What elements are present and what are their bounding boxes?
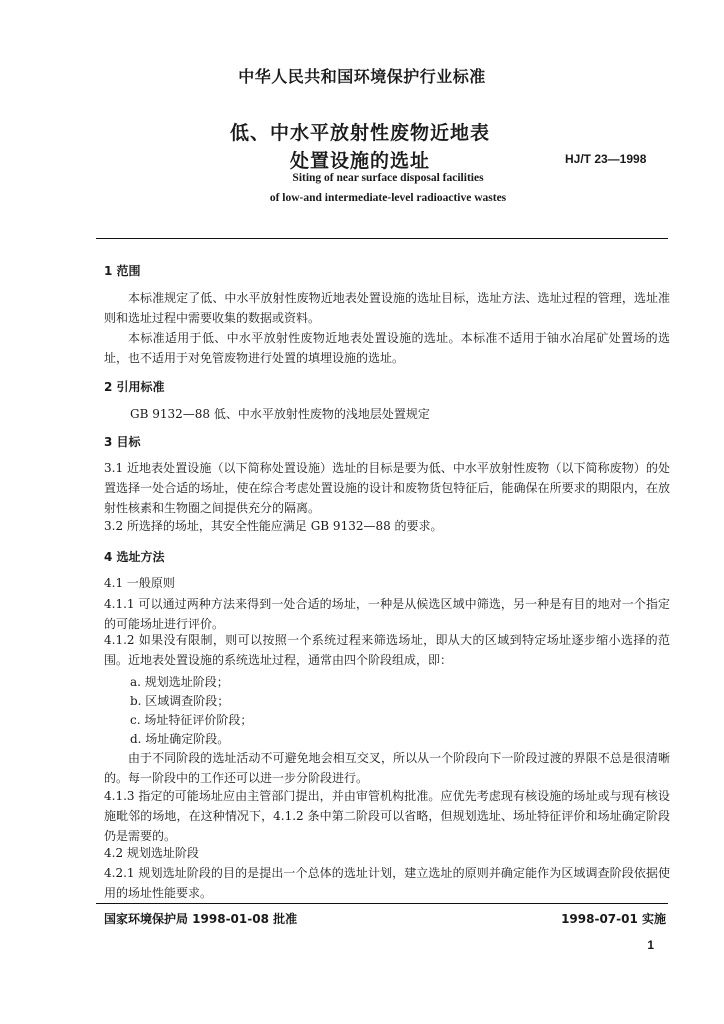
clause-3-2: 3.2 所选择的场址，其安全性能应满足 GB 9132—88 的要求。 <box>104 519 443 533</box>
header-divider <box>96 238 668 239</box>
section-2-heading: 2 引用标准 <box>104 380 165 394</box>
footer-divider <box>96 903 668 904</box>
clause-4-2-1: 4.2.1 规划选址阶段的目的是提出一个总体的选址计划，建立选址的原则并确定能作为区域调查阶段依据使用的场址性能要求。 <box>104 866 670 900</box>
standard-code: HJ/T 23—1998 <box>565 152 647 166</box>
english-title-line-2: of low-and intermediate-level radioactive wastes <box>269 192 507 204</box>
clause-3-1: 3.1 近地表处置设施（以下简称处置设施）选址的目标是要为低、中水平放射性废物（以下简称废物）的处置选择一处合适的场址，使在综合考虑处置设施的设计和废物货包特征后，能确保在所要求的期限内，在放射性核素和生物圈之间提供充分的隔离。 <box>104 461 670 515</box>
approval-info: 国家环境保护局 1998-01-08 批准 <box>104 912 298 926</box>
list-item: c. 场址特征评价阶段； <box>130 713 253 727</box>
implementation-date: 1998-07-01 实施 <box>561 912 666 926</box>
referenced-standard: GB 9132—88 低、中水平放射性废物的浅地层处置规定 <box>130 407 430 421</box>
clause-4-2: 4.2 规划选址阶段 <box>104 846 199 860</box>
english-title-line-1: Siting of near surface disposal facilities <box>292 172 484 184</box>
section-1-heading: 1 范围 <box>104 264 141 278</box>
section-1-paragraph-2: 本标准适用于低、中水平放射性废物近地表处置设施的选址。本标准不适用于铀水冶尾矿处置场的选址，也不适用于对免管废物进行处置的填埋设施的选址。 <box>104 331 670 365</box>
page-number: 1 <box>647 938 654 952</box>
section-4-heading: 4 选址方法 <box>104 550 165 564</box>
series-title: 中华人民共和国环境保护行业标准 <box>238 67 486 86</box>
section-3-heading: 3 目标 <box>104 435 141 449</box>
list-item: d. 场址确定阶段。 <box>130 732 230 746</box>
list-item: b. 区域调查阶段； <box>130 694 230 708</box>
clause-4-1-1: 4.1.1 可以通过两种方法来得到一处合适的场址，一种是从候选区域中筛选，另一种是有目的地对一个指定的可能场址进行评价。 <box>104 597 670 631</box>
clause-4-1: 4.1 一般原则 <box>104 576 175 590</box>
list-item: a. 规划选址阶段； <box>130 675 229 689</box>
clause-4-1-3: 4.1.3 指定的可能场址应由主管部门提出，并由审管机构批准。应优先考虑现有核设施的场址或与现有核设施毗邻的场地，在这种情况下，4.1.2 条中第二阶段可以省略，但规划选址、场址特征评价和场址确定阶段仍是需要的。 <box>104 789 670 843</box>
title-line-1: 低、中水平放射性废物近地表 <box>229 122 490 144</box>
clause-4-1-2-continuation: 由于不同阶段的选址活动不可避免地会相互交叉，所以从一个阶段向下一阶段过渡的界限不总是很清晰的。每一阶段中的工作还可以进一步分阶段进行。 <box>104 751 670 785</box>
title-line-2: 处置设施的选址 <box>289 150 430 172</box>
clause-4-1-2: 4.1.2 如果没有限制，则可以按照一个系统过程来筛选场址，即从大的区域到特定场址逐步缩小选择的范围。近地表处置设施的系统选址过程，通常由四个阶段组成，即： <box>104 633 670 667</box>
section-1-paragraph-1: 本标准规定了低、中水平放射性废物近地表处置设施的选址目标，选址方法、选址过程的管理，选址准则和选址过程中需要收集的数据或资料。 <box>104 291 670 325</box>
